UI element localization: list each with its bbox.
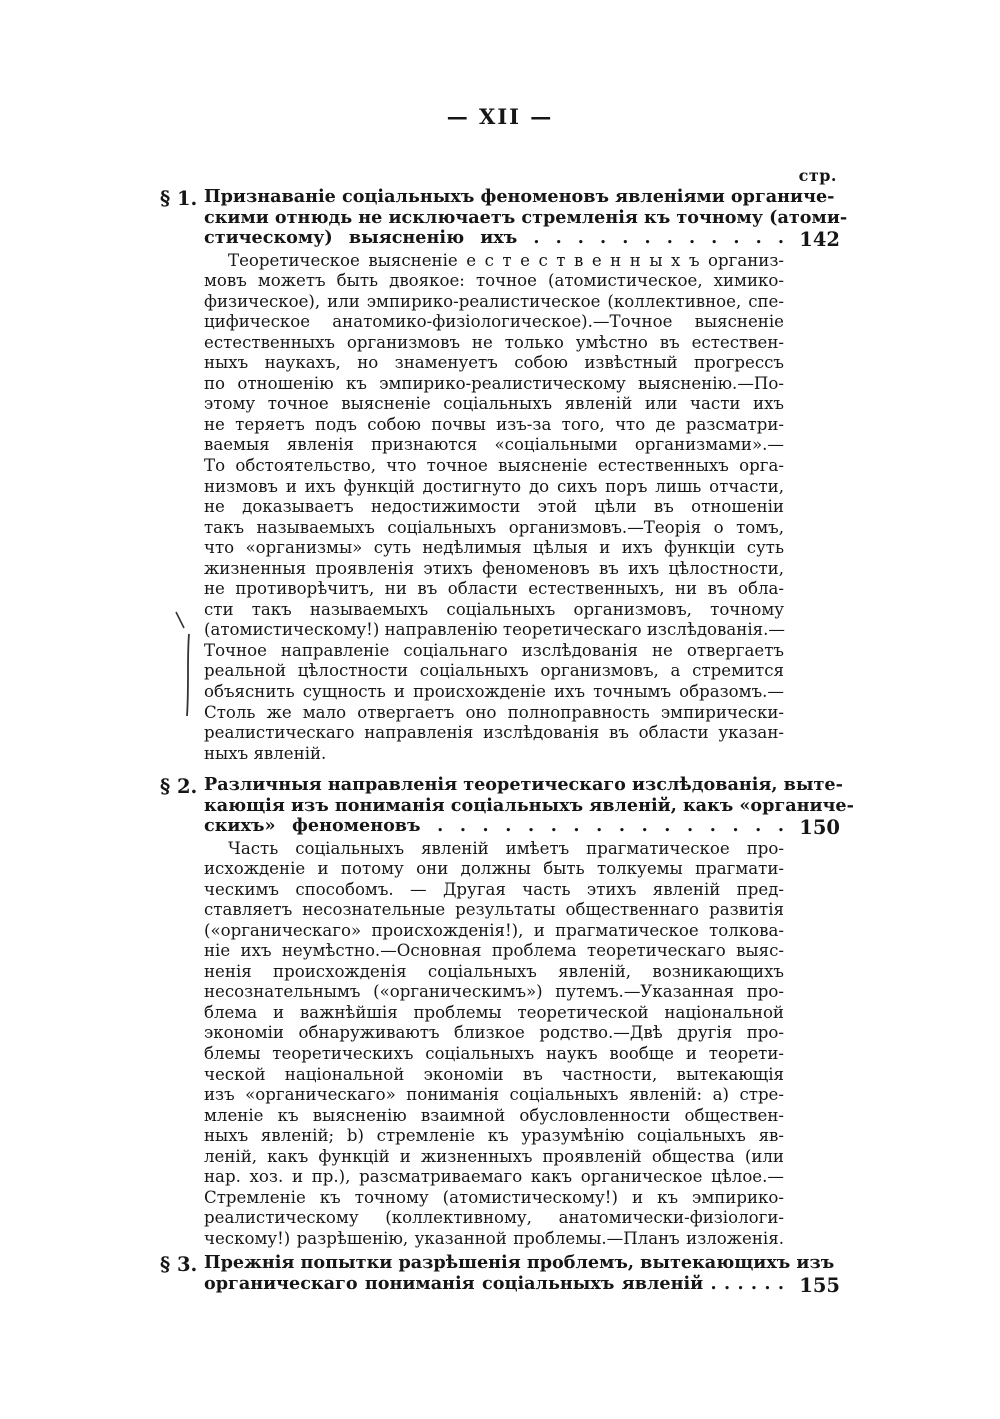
summary-line: реальной цѣлостности соціальныхъ организмовъ, а стремится [204,661,784,681]
heading-line: Прежнія попытки разрѣшенія проблемъ, вытекающихъ изъ [204,1252,835,1273]
summary-line: ставляетъ несознательные результаты общественнаго развитія [204,900,784,920]
summary-line: такъ называемыхъ соціальныхъ организмовъ.—Теорія о томъ, [204,517,784,537]
summary-line: ческой національной экономіи въ частности, вытекающія [204,1064,784,1084]
summary-line: реалистическому (коллективному, анатомически-физіологи- [204,1208,784,1228]
section-mark: § 2. [160,775,198,798]
page-number: 155 [799,1274,840,1297]
summary-line: по отношенію къ эмпирико-реалистическому выясненію.—По- [204,373,784,393]
heading-line: стическому) выясненію ихъ . . . . . . . . . . . . [204,227,784,248]
summary-line: не противорѣчитъ, ни въ области естественныхъ, ни въ обла- [204,579,784,599]
summary-line: не теряетъ подъ собою почвы изъ-за того, что де разсматри- [204,414,784,434]
heading-line: Признаваніе соціальныхъ феноменовъ явленіями органиче- [204,186,835,207]
summary-line: Столь же мало отвергаетъ оно полноправность эмпирически- [204,702,784,722]
summary-line: ненія происхожденія соціальныхъ явленій, возникающихъ [204,961,784,981]
summary-line: исхожденіе и потому они должны быть толкуемы прагмати- [204,859,784,879]
summary-line: сти такъ называемыхъ соціальныхъ организмовъ, точному [204,599,784,619]
summary-line: ческому!) разрѣшенію, указанной проблемы.—Планъ изложенія. [204,1228,784,1248]
summary-line: ныхъ явленій; b) стремленіе къ уразумѣнію соціальныхъ яв- [204,1126,784,1146]
summary-line: цифическое анатомико-физіологическое).—Точное выясненіе [204,312,784,332]
pencil-margin-mark [166,608,206,720]
summary-line: низмовъ и ихъ функцій достигнуто до сихъ поръ лишь отчасти, [204,476,784,496]
toc-section-3 [150,1252,840,1297]
page-number: 142 [799,228,840,251]
summary-line: реалистическаго направленія изслѣдованія въ области указан- [204,723,784,743]
heading-line: скихъ» феноменовъ . . . . . . . . . . . . . . . . [204,815,784,836]
summary-line: нар. хоз. и пр.), разсматриваемаго какъ органическое цѣлое.— [204,1167,784,1187]
summary-line: Часть соціальныхъ явленій имѣетъ прагматическое про- [228,838,784,858]
page-column-label: стр. [798,166,837,185]
summary-line: блема и важнѣйшія проблемы теоретической національной [204,1002,784,1022]
page-number: 150 [799,816,840,839]
summary-line: этому точное выясненіе соціальныхъ явленій или части ихъ [204,394,784,414]
section-summary [204,839,784,1250]
toc-section-1 [150,186,848,764]
running-head: — XII — [446,104,554,129]
heading-line: органическаго пониманія соціальныхъ явленій . . . . . . [204,1272,784,1294]
summary-line: изъ «органическаго» пониманія соціальныхъ явленій: a) стре- [204,1085,784,1105]
heading-line: кающія изъ пониманія соціальныхъ явленій, какъ «органиче- [204,794,854,816]
heading-line: Различныя направленія теоретическаго изслѣдованія, выте- [204,774,843,795]
summary-line: не доказываетъ недостижимости этой цѣли въ отношеніи [204,497,784,517]
summary-line: объяснить сущность и происхожденіе ихъ точнымъ образомъ.— [204,681,784,701]
summary-line: («органическаго» происхожденія!), и прагматическое толкова- [204,920,784,940]
summary-line: блемы теоретическихъ соціальныхъ наукъ вообще и теорети- [204,1043,784,1063]
summary-line: что «организмы» суть недѣлимыя цѣлыя и ихъ функціи суть [204,538,784,558]
toc-section-2 [150,774,854,1249]
summary-line: леній, какъ функцій и жизненныхъ проявленій общества (или [204,1146,784,1166]
summary-line: несознательнымъ («органическимъ») путемъ.—Указанная про- [204,982,784,1002]
section-mark: § 1. [160,187,198,210]
summary-line: физическое), или эмпирико-реалистическое (коллективное, спе- [204,291,784,311]
summary-line: (атомистическому!) направленію теоретическаго изслѣдованія.— [204,620,785,640]
summary-line: жизненныя проявленія этихъ феноменовъ въ ихъ цѣлостности, [204,558,784,578]
summary-line: мленіе къ выясненію взаимной обусловленности обществен- [204,1105,784,1125]
summary-line: То обстоятельство, что точное выясненіе естественныхъ орга- [204,455,784,475]
summary-line: мовъ можетъ быть двоякое: точное (атомистическое, химико- [204,271,784,291]
summary-line: ческимъ способомъ. — Другая часть этихъ явленій пред- [204,879,784,899]
summary-line: экономіи обнаруживаютъ близкое родство.—Двѣ другія про- [204,1023,784,1043]
heading-line: скими отнюдь не исключаетъ стремленія къ точному (атоми- [204,206,848,228]
summary-line: ныхъ наукахъ, но знаменуетъ собою извѣстный прогрессъ [204,353,784,373]
summary-line: Теоретическое выясненіе е с т е с т в е н н ы х ъ организ- [228,250,784,270]
summary-line: ваемыя явленія признаются «соціальными организмами».— [204,435,784,455]
summary-line: Стремленіе къ точному (атомистическому!) и къ эмпирико- [204,1187,784,1207]
summary-line: ніе ихъ неумѣстно.—Основная проблема теоретическаго выяс- [204,941,784,961]
section-mark: § 3. [160,1253,198,1276]
section-summary [204,251,784,765]
summary-line: ныхъ явленій. [204,743,327,763]
summary-line: естественныхъ организмовъ не только умѣстно въ естествен- [204,332,784,352]
summary-line: Точное направленіе соціальнаго изслѣдованія не отвергаетъ [204,640,784,660]
